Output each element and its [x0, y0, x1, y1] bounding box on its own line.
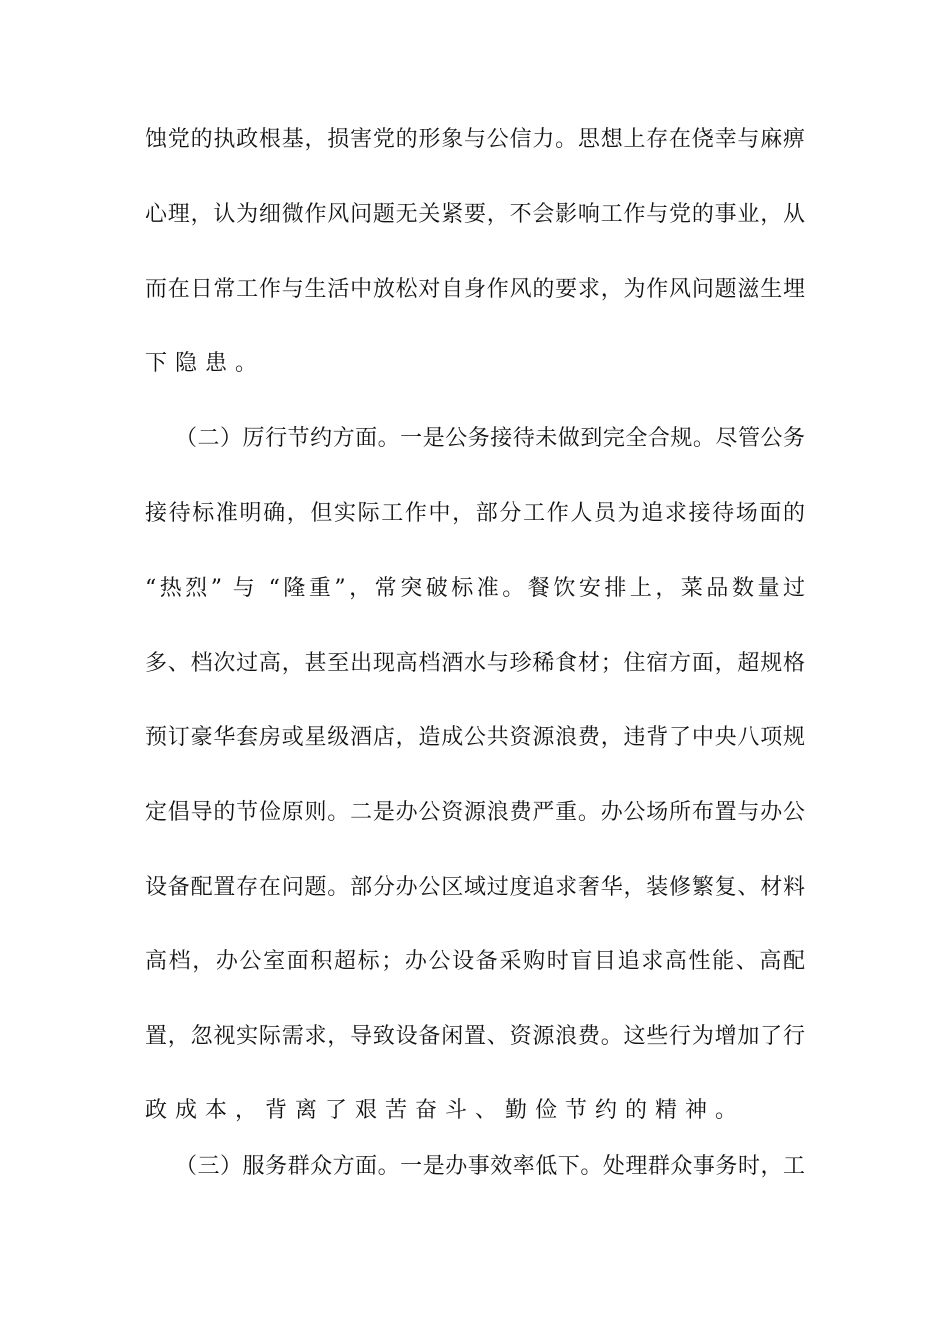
- text-line: 设备配置存在问题。部分办公区域过度追求奢华，装修繁复、材料: [145, 875, 805, 900]
- text-line: 多、档次过高，甚至出现高档酒水与珍稀食材；住宿方面，超规格: [145, 651, 805, 676]
- text-line: 高档，办公室面积超标；办公设备采购时盲目追求高性能、高配: [145, 949, 805, 974]
- text-line: 下隐患。: [145, 351, 266, 376]
- paragraph-heading-line: （二）厉行节约方面。一是公务接待未做到完全合规。尽管公务: [175, 426, 805, 451]
- text-line: “热烈” 与 “隆重”，常突破标准。餐饮安排上，菜品数量过: [145, 576, 805, 601]
- text-line: 置，忽视实际需求，导致设备闲置、资源浪费。这些行为增加了行: [145, 1024, 805, 1049]
- text-line: 蚀党的执政根基，损害党的形象与公信力。思想上存在侥幸与麻痹: [145, 127, 805, 152]
- text-line: 而在日常工作与生活中放松对自身作风的要求，为作风问题滋生埋: [145, 277, 805, 302]
- text-line: 预订豪华套房或星级酒店，造成公共资源浪费，违背了中央八项规: [145, 725, 805, 750]
- text-line: 定倡导的节俭原则。二是办公资源浪费严重。办公场所布置与办公: [145, 800, 805, 825]
- paragraph-heading-line: （三）服务群众方面。一是办事效率低下。处理群众事务时，工: [175, 1154, 805, 1179]
- text-line: 心理，认为细微作风问题无关紧要，不会影响工作与党的事业，从: [145, 202, 805, 227]
- text-line: 政成本，背离了艰苦奋斗、勤俭节约的精神。: [145, 1098, 746, 1123]
- text-line: 接待标准明确，但实际工作中，部分工作人员为追求接待场面的: [145, 501, 805, 526]
